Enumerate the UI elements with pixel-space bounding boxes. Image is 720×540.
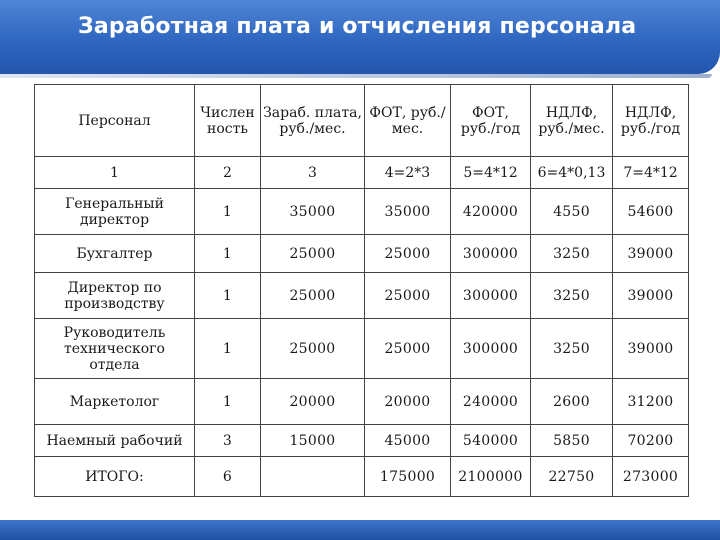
- ndfl-month-cell: 3250: [531, 319, 613, 379]
- column-header: Персонал: [35, 85, 195, 157]
- ndfl-year-cell: 54600: [613, 189, 689, 235]
- count-cell: 1: [195, 235, 261, 273]
- salary-cell: 25000: [261, 273, 365, 319]
- personnel-cell: Директор по производству: [35, 273, 195, 319]
- personnel-cell: Генеральный директор: [35, 189, 195, 235]
- count-cell: 1: [195, 379, 261, 425]
- ndfl-year-cell: 70200: [613, 425, 689, 457]
- column-header: НДЛФ, руб./мес.: [531, 85, 613, 157]
- count-cell: 1: [195, 319, 261, 379]
- count-cell: 1: [195, 189, 261, 235]
- column-header: ФОТ, руб./год: [451, 85, 531, 157]
- total-row: [35, 457, 689, 497]
- slide-title: Заработная плата и отчисления персонала: [78, 14, 637, 39]
- formula-cell: 1: [35, 157, 195, 189]
- fot-year-cell: 540000: [451, 425, 531, 457]
- fot-year-cell: 240000: [451, 379, 531, 425]
- document-scan: [22, 78, 694, 506]
- formula-cell: 7=4*12: [613, 157, 689, 189]
- ndfl-month-cell: 5850: [531, 425, 613, 457]
- salary-cell: 25000: [261, 319, 365, 379]
- total-fot-year: 2100000: [451, 457, 531, 497]
- ndfl-month-cell: 3250: [531, 273, 613, 319]
- column-header: ФОТ, руб./мес.: [365, 85, 451, 157]
- total-ndfl-year: 273000: [613, 457, 689, 497]
- ndfl-month-cell: 4550: [531, 189, 613, 235]
- ndfl-year-cell: 39000: [613, 235, 689, 273]
- table-row: [35, 425, 689, 457]
- fot-month-cell: 20000: [365, 379, 451, 425]
- formula-row: [35, 157, 689, 189]
- total-ndfl-month: 22750: [531, 457, 613, 497]
- total-count: 6: [195, 457, 261, 497]
- column-header: Зараб. плата, руб./мес.: [261, 85, 365, 157]
- ndfl-year-cell: 39000: [613, 319, 689, 379]
- personnel-cell: Маркетолог: [35, 379, 195, 425]
- formula-cell: 2: [195, 157, 261, 189]
- total-fot-month: 175000: [365, 457, 451, 497]
- personnel-cell: Бухгалтер: [35, 235, 195, 273]
- count-cell: 3: [195, 425, 261, 457]
- formula-cell: 3: [261, 157, 365, 189]
- total-salary: [261, 457, 365, 497]
- ndfl-year-cell: 39000: [613, 273, 689, 319]
- fot-month-cell: 25000: [365, 235, 451, 273]
- personnel-cell: Наемный рабочий: [35, 425, 195, 457]
- salary-table: [34, 84, 689, 497]
- ndfl-year-cell: 31200: [613, 379, 689, 425]
- count-cell: 1: [195, 273, 261, 319]
- fot-month-cell: 25000: [365, 273, 451, 319]
- fot-year-cell: 300000: [451, 235, 531, 273]
- personnel-cell: Руководитель технического отдела: [35, 319, 195, 379]
- salary-cell: 25000: [261, 235, 365, 273]
- formula-cell: 6=4*0,13: [531, 157, 613, 189]
- fot-year-cell: 420000: [451, 189, 531, 235]
- fot-month-cell: 25000: [365, 319, 451, 379]
- column-header: Числен ность: [195, 85, 261, 157]
- formula-cell: 4=2*3: [365, 157, 451, 189]
- header-row: [35, 85, 689, 157]
- formula-cell: 5=4*12: [451, 157, 531, 189]
- total-label: ИТОГО:: [35, 457, 195, 497]
- fot-month-cell: 35000: [365, 189, 451, 235]
- title-bar: [0, 0, 720, 74]
- table-row: [35, 319, 689, 379]
- ndfl-month-cell: 3250: [531, 235, 613, 273]
- fot-year-cell: 300000: [451, 319, 531, 379]
- footer-bar: [0, 520, 720, 540]
- salary-cell: 20000: [261, 379, 365, 425]
- fot-month-cell: 45000: [365, 425, 451, 457]
- fot-year-cell: 300000: [451, 273, 531, 319]
- ndfl-month-cell: 2600: [531, 379, 613, 425]
- salary-cell: 15000: [261, 425, 365, 457]
- table-row: [35, 235, 689, 273]
- table-row: [35, 273, 689, 319]
- table-row: [35, 379, 689, 425]
- salary-cell: 35000: [261, 189, 365, 235]
- table-row: [35, 189, 689, 235]
- column-header: НДЛФ, руб./год: [613, 85, 689, 157]
